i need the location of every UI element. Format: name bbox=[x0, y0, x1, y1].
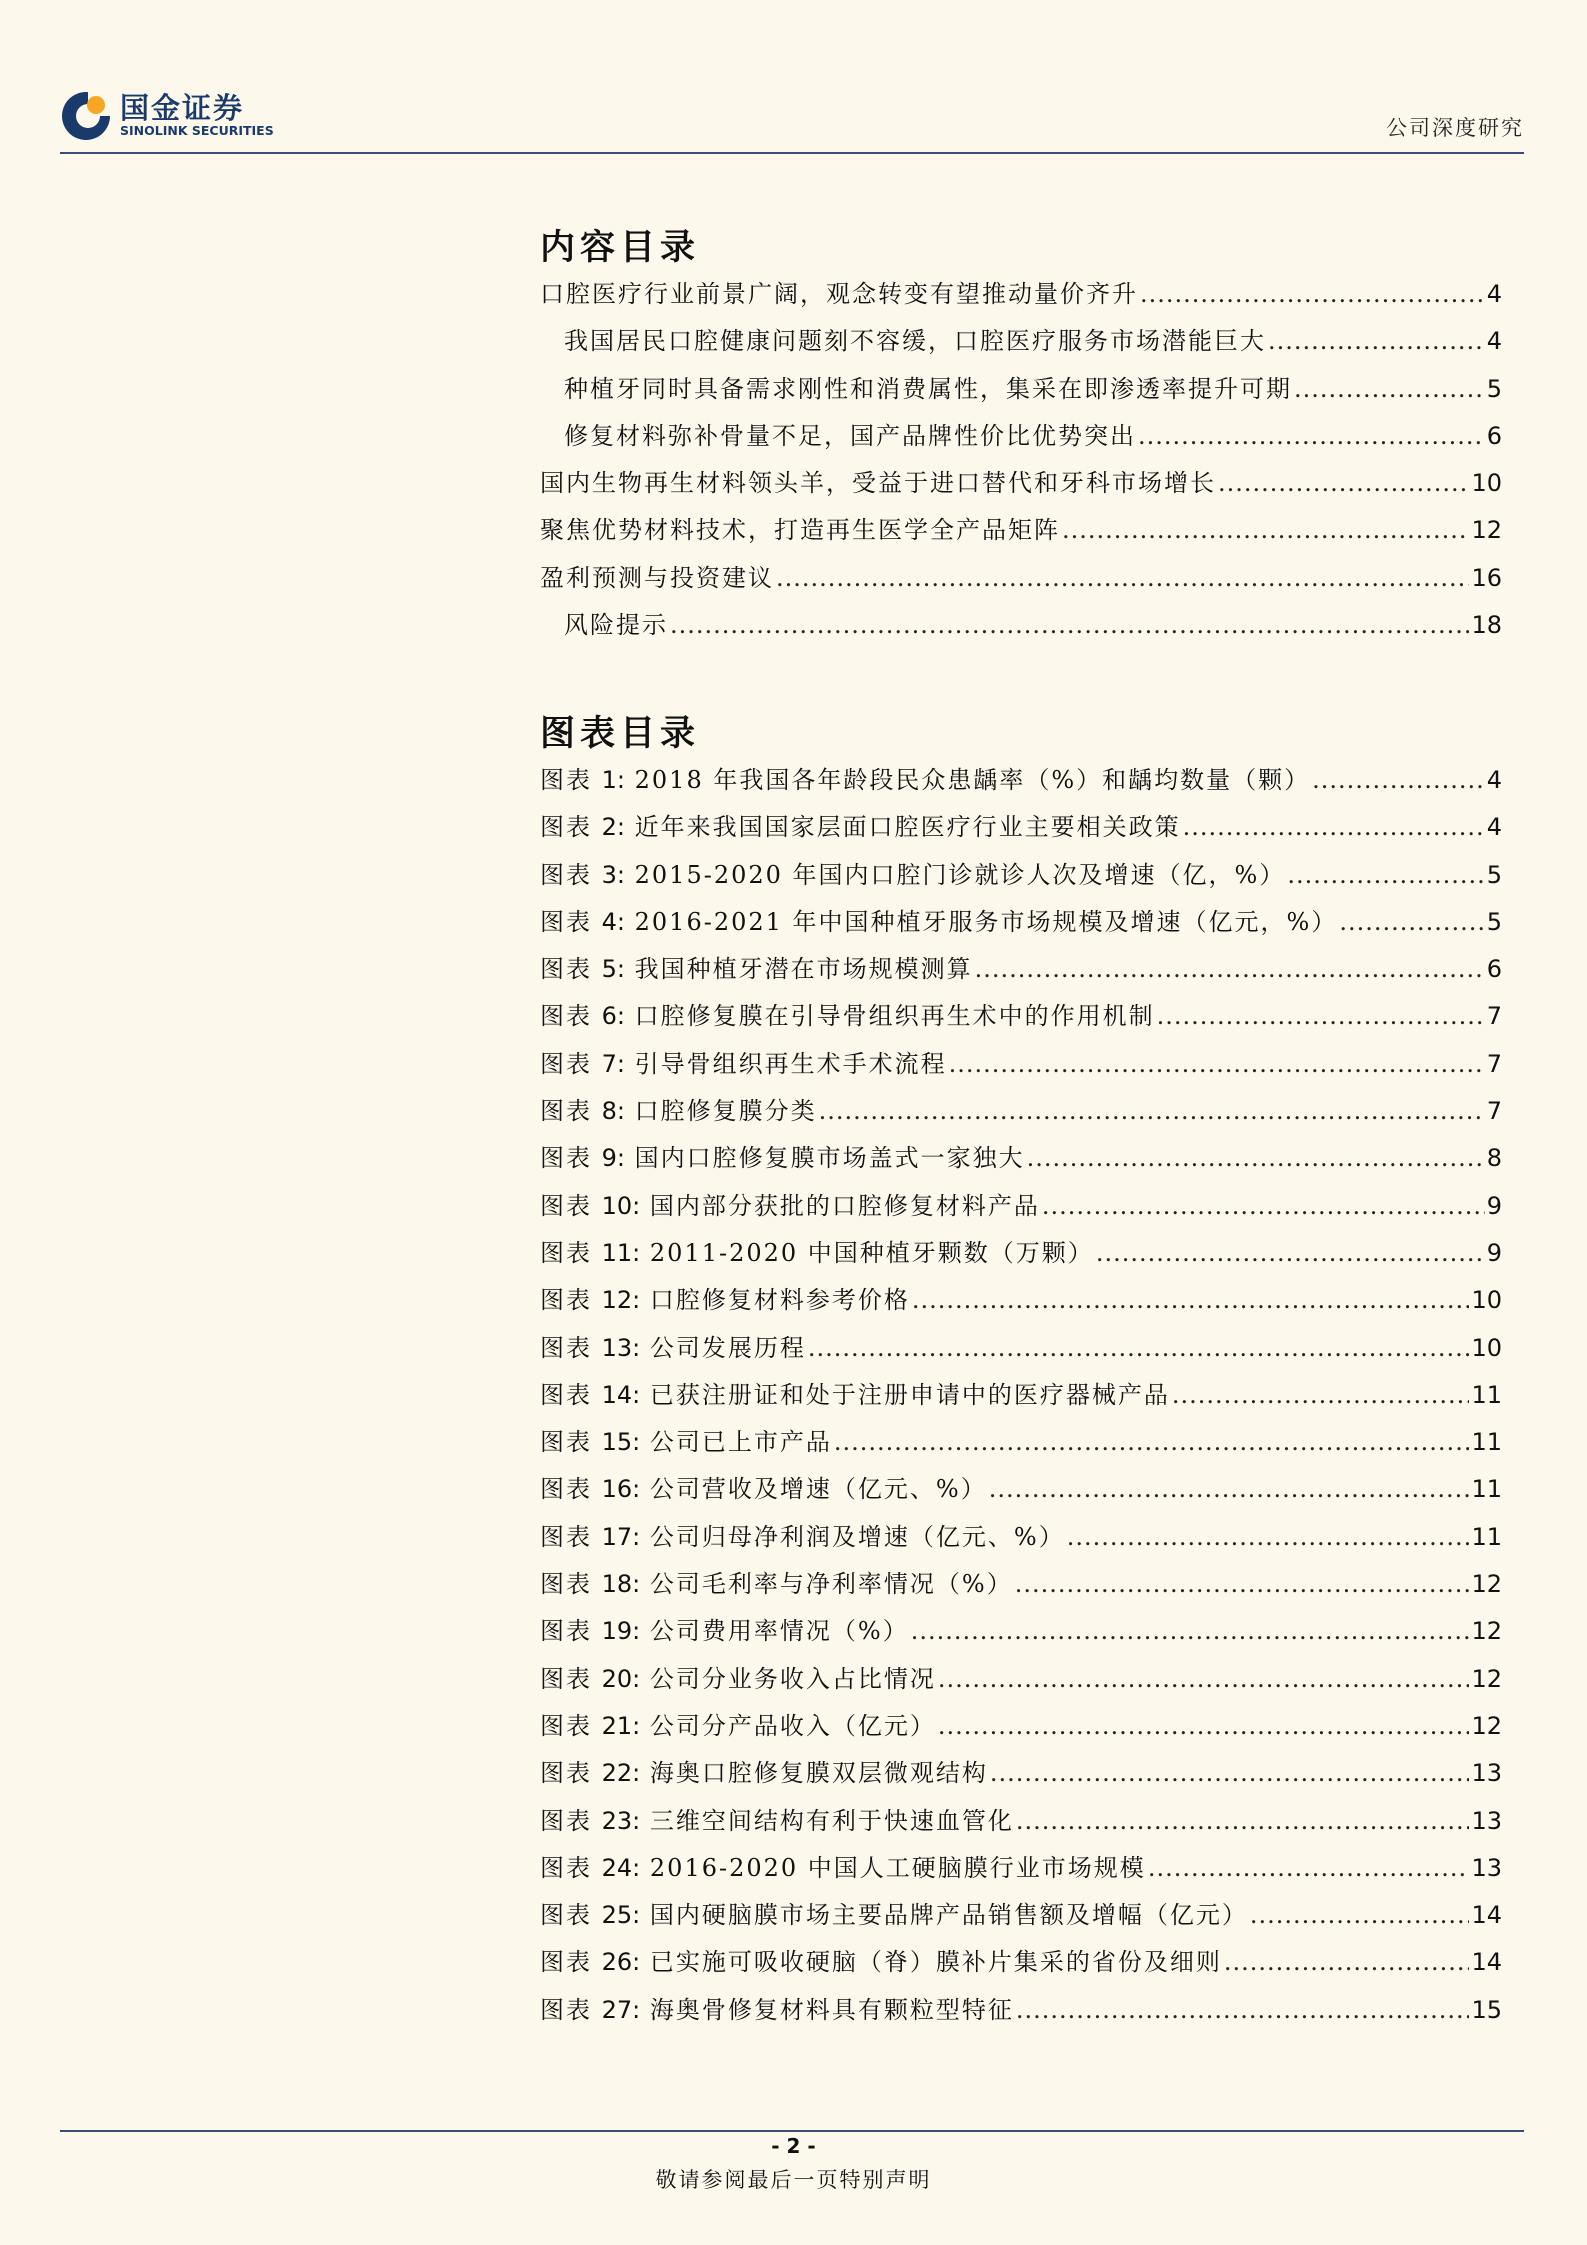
figure-entry[interactable] bbox=[540, 1990, 1502, 2037]
dot-leader bbox=[989, 1475, 1470, 1503]
figure-entry[interactable] bbox=[540, 1706, 1502, 1753]
figure-prefix: 图表 bbox=[540, 1853, 592, 1882]
figure-prefix: 图表 bbox=[540, 1570, 592, 1599]
dot-leader bbox=[1062, 516, 1469, 544]
toc-entry-page: 12 bbox=[1471, 516, 1502, 545]
logo-mark-icon bbox=[60, 90, 112, 142]
figure-caption: 公司已上市产品 bbox=[649, 1428, 832, 1457]
figure-prefix: 图表 bbox=[540, 766, 592, 794]
figure-entry-page: 10 bbox=[1471, 1286, 1502, 1315]
figure-caption: 公司分业务收入占比情况 bbox=[649, 1664, 936, 1693]
dot-leader bbox=[776, 564, 1469, 592]
figure-entry-label bbox=[540, 1375, 1170, 1410]
figure-number: 14: bbox=[601, 1380, 641, 1409]
figure-prefix: 图表 bbox=[540, 1333, 592, 1362]
figure-prefix: 图表 bbox=[540, 1475, 592, 1504]
dot-leader bbox=[938, 1665, 1470, 1693]
figure-entry-page: 6 bbox=[1486, 955, 1502, 984]
figure-caption: 口腔修复膜分类 bbox=[634, 1097, 817, 1126]
figure-entry-page: 10 bbox=[1471, 1333, 1502, 1362]
disclaimer-note: 敬请参阅最后一页特别声明 bbox=[655, 2168, 932, 2192]
figure-number: 10: bbox=[601, 1191, 641, 1220]
toc-entry-page: 16 bbox=[1471, 563, 1502, 592]
page-header bbox=[60, 90, 1524, 154]
figure-prefix: 图表 bbox=[540, 1948, 592, 1977]
footer-divider bbox=[60, 2130, 1524, 2132]
figure-entry[interactable] bbox=[540, 1517, 1502, 1564]
dot-leader bbox=[1140, 280, 1485, 308]
figure-entry-label bbox=[540, 1659, 936, 1694]
figure-entry-label bbox=[540, 855, 1285, 890]
figure-entry[interactable] bbox=[540, 807, 1502, 854]
figure-entry-label bbox=[540, 1186, 1040, 1221]
figure-entry[interactable] bbox=[540, 1753, 1502, 1800]
dot-leader bbox=[1016, 1807, 1470, 1835]
figures-title: 图表目录 bbox=[540, 713, 701, 754]
figure-caption: 已获注册证和处于注册申请中的医疗器械产品 bbox=[649, 1380, 1170, 1409]
figure-entry-label bbox=[540, 1848, 1146, 1883]
figure-prefix: 图表 bbox=[540, 813, 592, 842]
figure-entry-label bbox=[540, 1280, 910, 1315]
dot-leader bbox=[1067, 1523, 1470, 1551]
dot-leader bbox=[1172, 1381, 1470, 1409]
figure-entry-label bbox=[540, 1895, 1248, 1930]
figure-number: 7: bbox=[601, 1049, 625, 1078]
figure-number: 20: bbox=[601, 1664, 641, 1693]
dot-leader bbox=[1268, 327, 1485, 355]
company-logo bbox=[60, 90, 274, 142]
figure-caption: 已实施可吸收硬脑（脊）膜补片集采的省份及细则 bbox=[649, 1948, 1222, 1977]
figure-entry[interactable] bbox=[540, 1659, 1502, 1706]
figure-entry[interactable] bbox=[540, 902, 1502, 949]
dot-leader bbox=[1183, 813, 1485, 841]
figure-entry[interactable] bbox=[540, 1942, 1502, 1989]
figure-entry[interactable] bbox=[540, 996, 1502, 1043]
figure-prefix: 图表 bbox=[540, 1664, 592, 1693]
toc-entry-label: 盈利预测与投资建议 bbox=[540, 563, 774, 592]
figure-entry[interactable] bbox=[540, 1422, 1502, 1469]
figure-entry-label bbox=[540, 807, 1181, 842]
figure-caption: 公司发展历程 bbox=[649, 1333, 806, 1362]
figure-prefix: 图表 bbox=[540, 1144, 592, 1173]
figure-caption: 海奥骨修复材料具有颗粒型特征 bbox=[649, 1995, 1014, 2024]
figure-entry[interactable] bbox=[540, 1564, 1502, 1611]
figure-caption: 国内部分获批的口腔修复材料产品 bbox=[649, 1191, 1040, 1220]
figure-entry-page: 12 bbox=[1471, 1570, 1502, 1599]
figure-entry[interactable] bbox=[540, 1801, 1502, 1848]
figure-prefix: 图表 bbox=[540, 1002, 592, 1031]
figure-entry-label bbox=[540, 902, 1337, 937]
toc-entry-page: 4 bbox=[1486, 327, 1502, 356]
figure-entry-label bbox=[540, 1801, 1014, 1836]
toc-entry-page: 10 bbox=[1471, 469, 1502, 498]
figure-caption: 2016-2020 中国人工硬脑膜行业市场规模 bbox=[649, 1853, 1146, 1882]
figure-prefix: 图表 bbox=[540, 1617, 592, 1646]
dot-leader bbox=[1250, 1901, 1470, 1929]
figure-number: 3: bbox=[601, 860, 625, 889]
figure-caption: 口腔修复材料参考价格 bbox=[649, 1286, 910, 1315]
dot-leader bbox=[819, 1097, 1485, 1125]
figure-entry-label bbox=[540, 996, 1155, 1031]
figure-entry[interactable] bbox=[540, 1895, 1502, 1942]
figure-caption: 引导骨组织再生术手术流程 bbox=[634, 1049, 947, 1078]
figure-caption: 国内口腔修复膜市场盖式一家独大 bbox=[634, 1144, 1025, 1173]
figure-prefix: 图表 bbox=[540, 1901, 592, 1930]
figure-number: 1: bbox=[601, 766, 625, 794]
figure-prefix: 图表 bbox=[540, 1049, 592, 1078]
figure-entry-label bbox=[540, 1469, 987, 1504]
figure-number: 22: bbox=[601, 1759, 641, 1788]
figure-entry-page: 12 bbox=[1471, 1617, 1502, 1646]
figure-entry-label bbox=[540, 1233, 1094, 1268]
dot-leader bbox=[834, 1428, 1470, 1456]
figure-entry-label bbox=[540, 1422, 832, 1457]
dot-leader bbox=[670, 611, 1469, 639]
figure-number: 12: bbox=[601, 1286, 641, 1315]
figure-entry[interactable] bbox=[540, 1328, 1502, 1375]
toc-entry-label: 口腔医疗行业前景广阔，观念转变有望推动量价齐升 bbox=[540, 280, 1138, 308]
toc-entry-label: 我国居民口腔健康问题刻不容缓，口腔医疗服务市场潜能巨大 bbox=[564, 327, 1266, 356]
figure-entry-label bbox=[540, 1611, 909, 1646]
dot-leader bbox=[808, 1334, 1470, 1362]
figure-prefix: 图表 bbox=[540, 1097, 592, 1126]
figure-prefix: 图表 bbox=[540, 1380, 592, 1409]
figure-prefix: 图表 bbox=[540, 1522, 592, 1551]
toc-entry[interactable] bbox=[540, 274, 1502, 321]
toc-entry-page: 18 bbox=[1471, 611, 1502, 640]
figure-entry[interactable] bbox=[540, 1280, 1502, 1327]
figure-prefix: 图表 bbox=[540, 955, 592, 984]
figure-caption: 三维空间结构有利于快速血管化 bbox=[649, 1806, 1014, 1835]
figure-number: 25: bbox=[601, 1901, 641, 1930]
figure-prefix: 图表 bbox=[540, 1428, 592, 1457]
figure-caption: 公司费用率情况（%） bbox=[649, 1617, 909, 1646]
toc-entry-page: 6 bbox=[1486, 421, 1502, 450]
figure-entry-page: 12 bbox=[1471, 1711, 1502, 1740]
figure-entry-label bbox=[540, 949, 973, 984]
logo-english-name: SINOLINK SECURITIES bbox=[120, 123, 274, 138]
figure-entry-page: 5 bbox=[1486, 907, 1502, 936]
figure-entry[interactable] bbox=[540, 1138, 1502, 1185]
figure-prefix: 图表 bbox=[540, 1995, 592, 2024]
contents-list bbox=[540, 274, 1502, 652]
figure-caption: 近年来我国国家层面口腔医疗行业主要相关政策 bbox=[634, 813, 1181, 842]
figure-entry-label bbox=[540, 1517, 1065, 1552]
figure-caption: 2015-2020 年国内口腔门诊就诊人次及增速（亿，%） bbox=[634, 860, 1286, 889]
figure-number: 19: bbox=[601, 1617, 641, 1646]
figure-entry[interactable] bbox=[540, 1044, 1502, 1091]
figure-prefix: 图表 bbox=[540, 1711, 592, 1740]
toc-entry-page: 4 bbox=[1486, 280, 1502, 308]
document-type: 公司深度研究 bbox=[1386, 116, 1524, 140]
figure-caption: 口腔修复膜在引导骨组织再生术中的作用机制 bbox=[634, 1002, 1155, 1031]
figure-entry-page: 4 bbox=[1486, 766, 1502, 794]
figure-number: 8: bbox=[601, 1097, 625, 1126]
figure-caption: 海奥口腔修复膜双层微观结构 bbox=[649, 1759, 988, 1788]
figure-entry-page: 7 bbox=[1486, 1002, 1502, 1031]
figure-entry-page: 9 bbox=[1486, 1191, 1502, 1220]
figure-caption: 2018 年我国各年龄段民众患龋率（%）和龋均数量（颗） bbox=[634, 766, 1311, 794]
dot-leader bbox=[949, 1050, 1485, 1078]
dot-leader bbox=[1096, 1239, 1485, 1267]
figure-entry-page: 11 bbox=[1471, 1522, 1502, 1551]
figure-number: 16: bbox=[601, 1475, 641, 1504]
figure-number: 17: bbox=[601, 1522, 641, 1551]
logo-chinese-name: 国金证券 bbox=[120, 91, 245, 125]
figure-number: 13: bbox=[601, 1333, 641, 1362]
figure-entry[interactable] bbox=[540, 1469, 1502, 1516]
figure-entry-label bbox=[540, 1753, 988, 1788]
figure-entry-page: 11 bbox=[1471, 1380, 1502, 1409]
figure-entry-page: 13 bbox=[1471, 1759, 1502, 1788]
figure-caption: 公司归母净利润及增速（亿元、%） bbox=[649, 1522, 1065, 1551]
figure-number: 18: bbox=[601, 1570, 641, 1599]
figure-caption: 我国种植牙潜在市场规模测算 bbox=[634, 955, 973, 984]
figure-entry-label bbox=[540, 760, 1310, 795]
toc-entry-label: 国内生物再生材料领头羊，受益于进口替代和牙科市场增长 bbox=[540, 469, 1216, 498]
page-number: - 2 - bbox=[771, 2134, 816, 2158]
figure-prefix: 图表 bbox=[540, 1759, 592, 1788]
figure-entry-label bbox=[540, 1990, 1014, 2025]
figure-caption: 公司分产品收入（亿元） bbox=[649, 1711, 936, 1740]
figure-entry-page: 14 bbox=[1471, 1901, 1502, 1930]
toc-entry-label: 修复材料弥补骨量不足，国产品牌性价比优势突出 bbox=[564, 421, 1136, 450]
figure-number: 21: bbox=[601, 1711, 641, 1740]
figure-entry[interactable] bbox=[540, 1848, 1502, 1895]
dot-leader bbox=[1015, 1570, 1470, 1598]
dot-leader bbox=[938, 1712, 1470, 1740]
figure-number: 5: bbox=[601, 955, 625, 984]
figure-entry-page: 12 bbox=[1471, 1664, 1502, 1693]
figure-entry[interactable] bbox=[540, 1186, 1502, 1233]
figure-number: 2: bbox=[601, 813, 625, 842]
dot-leader bbox=[1042, 1192, 1485, 1220]
figure-entry-page: 9 bbox=[1486, 1238, 1502, 1267]
figure-entry[interactable] bbox=[540, 1375, 1502, 1422]
figure-entry[interactable] bbox=[540, 949, 1502, 996]
figure-entry[interactable] bbox=[540, 1091, 1502, 1138]
dot-leader bbox=[1294, 375, 1485, 403]
figure-entry-page: 15 bbox=[1471, 1995, 1502, 2024]
figure-prefix: 图表 bbox=[540, 907, 592, 936]
figure-entry-page: 5 bbox=[1486, 860, 1502, 889]
toc-entry-page: 5 bbox=[1486, 374, 1502, 403]
toc-entry-label: 风险提示 bbox=[564, 611, 668, 640]
toc-entry-label: 聚焦优势材料技术，打造再生医学全产品矩阵 bbox=[540, 516, 1060, 545]
figure-number: 4: bbox=[601, 907, 625, 936]
figure-entry[interactable] bbox=[540, 760, 1502, 807]
contents-title: 内容目录 bbox=[540, 227, 701, 268]
figure-entry-label bbox=[540, 1138, 1025, 1173]
figure-caption: 国内硬脑膜市场主要品牌产品销售额及增幅（亿元） bbox=[649, 1901, 1248, 1930]
dot-leader bbox=[1218, 469, 1469, 497]
dot-leader bbox=[1157, 1002, 1485, 1030]
toc-entry[interactable] bbox=[540, 605, 1502, 652]
figure-caption: 公司毛利率与净利率情况（%） bbox=[649, 1570, 1013, 1599]
figure-number: 23: bbox=[601, 1806, 641, 1835]
figure-entry-label bbox=[540, 1942, 1222, 1977]
dot-leader bbox=[1224, 1948, 1470, 1976]
toc-entry[interactable] bbox=[540, 369, 1502, 416]
figure-entry-page: 7 bbox=[1486, 1049, 1502, 1078]
figure-entry-page: 14 bbox=[1471, 1948, 1502, 1977]
dot-leader bbox=[1312, 766, 1485, 794]
figure-entry[interactable] bbox=[540, 855, 1502, 902]
toc-entry[interactable] bbox=[540, 558, 1502, 605]
figure-prefix: 图表 bbox=[540, 1191, 592, 1220]
figure-entry-page: 7 bbox=[1486, 1097, 1502, 1126]
figure-entry[interactable] bbox=[540, 1233, 1502, 1280]
figure-entry-page: 11 bbox=[1471, 1428, 1502, 1457]
figure-number: 6: bbox=[601, 1002, 625, 1031]
toc-entry[interactable] bbox=[540, 321, 1502, 368]
toc-entry[interactable] bbox=[540, 463, 1502, 510]
dot-leader bbox=[1287, 861, 1484, 889]
dot-leader bbox=[1138, 422, 1485, 450]
figure-prefix: 图表 bbox=[540, 860, 592, 889]
dot-leader bbox=[1339, 908, 1484, 936]
figure-prefix: 图表 bbox=[540, 1286, 592, 1315]
figure-entry-label bbox=[540, 1706, 936, 1741]
dot-leader bbox=[912, 1286, 1470, 1314]
figure-number: 9: bbox=[601, 1144, 625, 1173]
figure-entry[interactable] bbox=[540, 1611, 1502, 1658]
figures-section bbox=[540, 708, 1502, 2037]
figure-entry-label bbox=[540, 1044, 947, 1079]
figures-list bbox=[540, 760, 1502, 2037]
figure-caption: 2011-2020 中国种植牙颗数（万颗） bbox=[649, 1238, 1094, 1267]
figure-entry-page: 13 bbox=[1471, 1806, 1502, 1835]
figure-prefix: 图表 bbox=[540, 1806, 592, 1835]
figure-caption: 公司营收及增速（亿元、%） bbox=[649, 1475, 987, 1504]
figure-prefix: 图表 bbox=[540, 1238, 592, 1267]
figure-entry-page: 11 bbox=[1471, 1475, 1502, 1504]
toc-entry[interactable] bbox=[540, 416, 1502, 463]
dot-leader bbox=[1027, 1144, 1485, 1172]
figure-entry-page: 4 bbox=[1486, 813, 1502, 842]
figure-entry-page: 13 bbox=[1471, 1853, 1502, 1882]
dot-leader bbox=[975, 955, 1485, 983]
header-divider bbox=[60, 152, 1524, 154]
toc-entry-label: 种植牙同时具备需求刚性和消费属性，集采在即渗透率提升可期 bbox=[564, 374, 1292, 403]
toc-entry[interactable] bbox=[540, 510, 1502, 557]
figure-number: 24: bbox=[601, 1853, 641, 1882]
dot-leader bbox=[1016, 1996, 1470, 2024]
figure-entry-label bbox=[540, 1328, 806, 1363]
figure-number: 15: bbox=[601, 1428, 641, 1457]
dot-leader bbox=[1148, 1854, 1470, 1882]
figure-number: 27: bbox=[601, 1995, 641, 2024]
dot-leader bbox=[911, 1617, 1470, 1645]
figure-number: 26: bbox=[601, 1948, 641, 1977]
figure-number: 11: bbox=[601, 1238, 641, 1267]
dot-leader bbox=[990, 1759, 1470, 1787]
figure-entry-label bbox=[540, 1091, 817, 1126]
contents-section bbox=[540, 222, 1502, 652]
figure-entry-page: 8 bbox=[1486, 1144, 1502, 1173]
figure-caption: 2016-2021 年中国种植牙服务市场规模及增速（亿元，%） bbox=[634, 907, 1338, 936]
figure-entry-label bbox=[540, 1564, 1013, 1599]
